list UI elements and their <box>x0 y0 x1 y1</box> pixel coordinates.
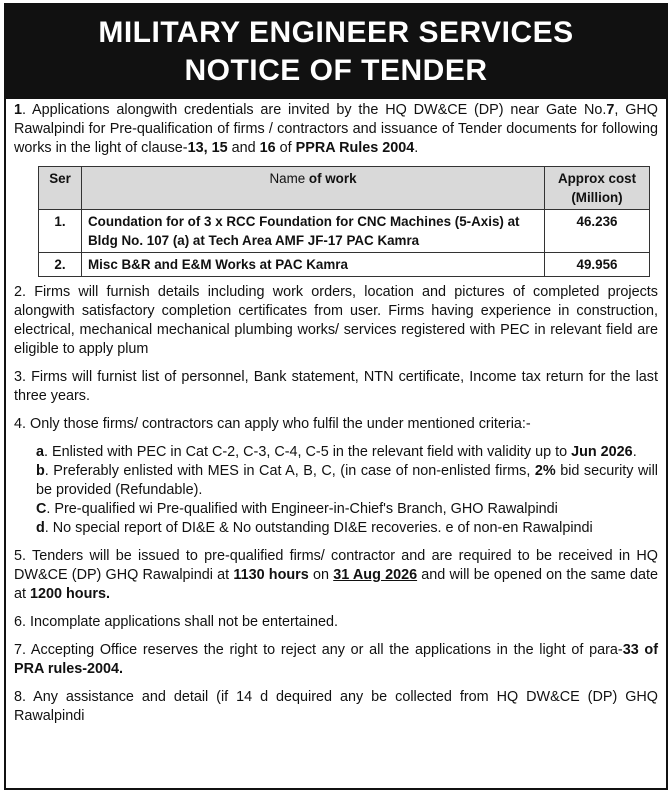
paragraph-2: 2. Firms will furnish details including work orders, location and pictures of completed projects alongwith satisfactory completion certificates from user. Firms having experience in construction, electrical, mechanical mechanical plumbing works/ services registered with PEC in relevant field are eligible to apply plum <box>14 284 658 357</box>
paragraph-8: 8. Any assistance and detail (if 14 d dequired any be collected from HQ DW&CE (DP) GHQ Rawalpindi <box>14 689 658 724</box>
paragraph-6: 6. Incomplate applications shall not be entertained. <box>14 614 339 630</box>
page-subtitle: NOTICE OF TENDER <box>184 54 488 87</box>
works-table <box>38 166 650 277</box>
page-title: MILITARY ENGINEER SERVICES <box>98 16 574 49</box>
row-ser: 1. <box>39 210 82 253</box>
paragraph-4: 4. Only those firms/ contractors can apply who fulfil the under mentioned criteria:- <box>14 416 531 432</box>
table-row <box>39 210 650 253</box>
column-header-name: Name of work <box>82 167 545 210</box>
row-name: Misc B&R and E&M Works at PAC Kamra <box>82 253 545 277</box>
paragraph-1-number: 1 <box>14 102 23 118</box>
row-name: Coundation for of 3 x RCC Foundation for CNC Machines (5-Axis) at Bldg No. 107 (a) at Tech Area AMF JF-17 PAC Kamra <box>82 210 545 253</box>
paragraph-7: 7. Accepting Office reserves the right to reject any or all the applications in the light of para-33 of PRA rules-2004. <box>14 642 658 677</box>
criteria-b: b. Preferably enlisted with MES in Cat A, B, C, (in case of non-enlisted firms, 2% bid security will be provided (Refundable). <box>36 463 658 498</box>
table-row <box>39 253 650 277</box>
criteria-a: a. Enlisted with PEC in Cat C-2, C-3, C-4, C-5 in the relevant field with validity up to Jun 2026. <box>36 444 637 460</box>
paragraph-5: 5. Tenders will be issued to pre-qualified firms/ contractor and are required to be received in HQ DW&CE (DP) GHQ Rawalpindi at 1130 hours on 31 Aug 2026 and will be opened on the same date at 1200 hours. <box>14 548 658 602</box>
paragraph-1: 1. Applications alongwith credentials are invited by the HQ DW&CE (DP) near Gate No.7, GHQ Rawalpindi for Pre-qualification of firms / contractors and issuance of Tender documents for following works in the light of clause-13, 15 and 16 of PPRA Rules 2004. <box>14 102 658 156</box>
criteria-d: d. No special report of DI&E & No outstanding DI&E recoveries. e of non-en Rawalpindi <box>36 520 593 536</box>
tender-notice <box>4 3 668 790</box>
paragraph-3: 3. Firms will furnist list of personnel, Bank statement, NTN certificate, Income tax return for the last three years. <box>14 369 658 404</box>
column-header-cost: Approx cost (Million) <box>545 167 650 210</box>
row-cost: 46.236 <box>545 210 650 253</box>
notice-banner <box>6 5 666 99</box>
column-header-ser: Ser <box>39 167 82 210</box>
row-cost: 49.956 <box>545 253 650 277</box>
row-ser: 2. <box>39 253 82 277</box>
notice-body <box>6 99 666 726</box>
criteria-c: C. Pre-qualified wi Pre-qualified with Engineer-in-Chief's Branch, GHO Rawalpindi <box>36 501 558 517</box>
table-header-row <box>39 167 650 210</box>
